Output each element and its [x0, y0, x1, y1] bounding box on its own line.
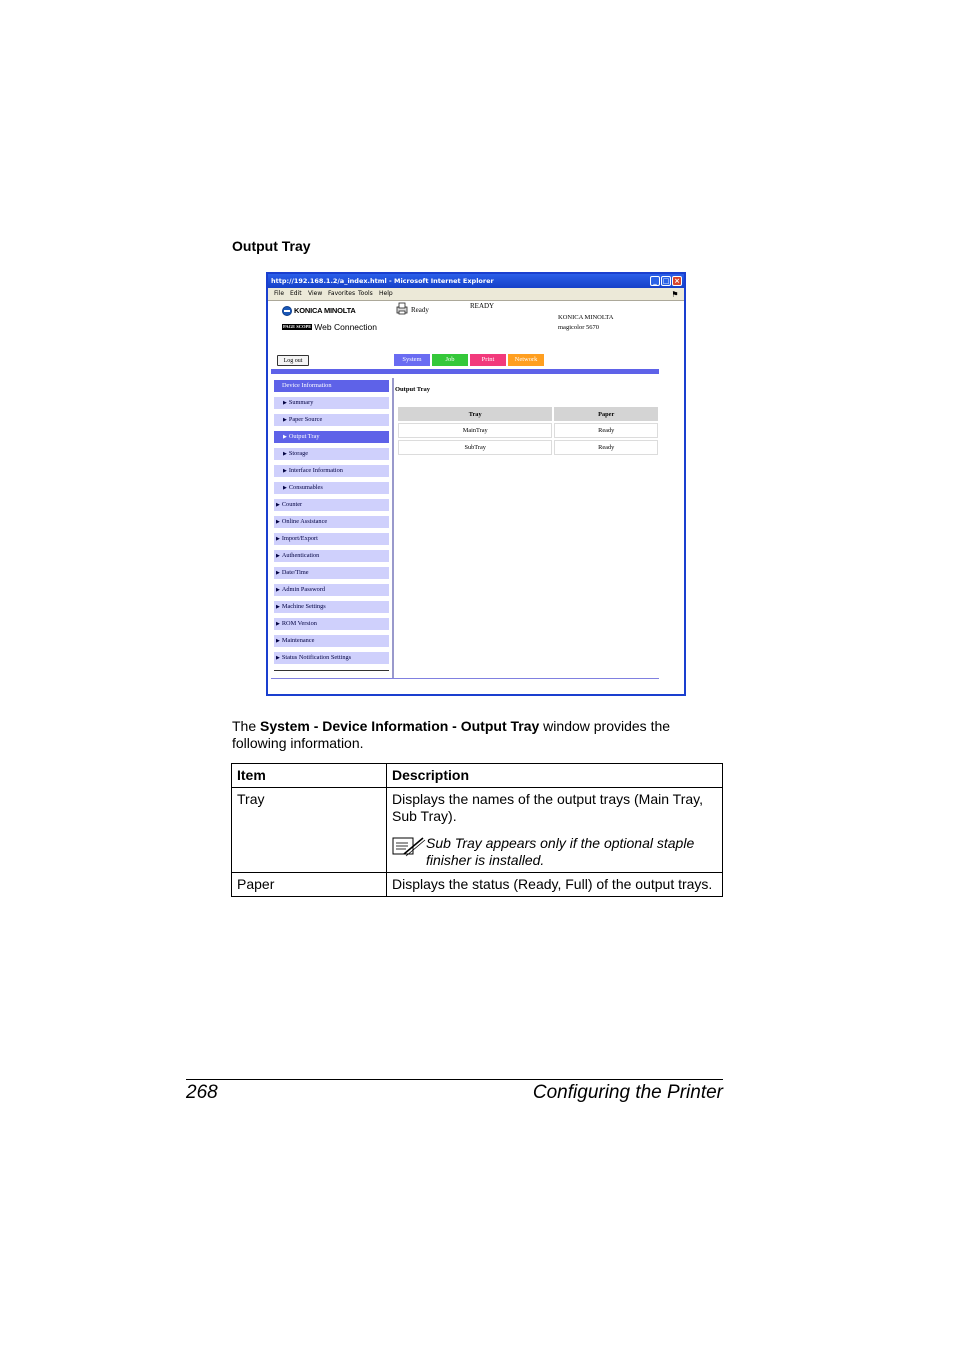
sidebar-item-consumables[interactable] — [274, 482, 389, 494]
window-titlebar — [268, 274, 684, 288]
table-row — [232, 873, 723, 897]
sidebar-item-label: Date/Time — [281, 569, 309, 576]
section-heading: Output Tray — [232, 238, 311, 254]
konica-minolta-logo — [282, 305, 356, 316]
sidebar-item-paper-source[interactable] — [274, 414, 389, 426]
table-header-row — [232, 764, 723, 788]
triangle-right-icon: ▶ — [276, 520, 280, 525]
description-text: Displays the names of the output trays (Main Tray, Sub Tray). — [392, 791, 703, 824]
status-ready: Ready — [411, 306, 429, 314]
tray-cell: MainTray — [398, 423, 552, 438]
sidebar-item-label: Counter — [281, 501, 303, 508]
sidebar-item-admin-password[interactable] — [274, 584, 389, 596]
triangle-right-icon: ▶ — [276, 571, 280, 576]
paper-cell: Ready — [554, 423, 658, 438]
printer-icon — [396, 302, 408, 315]
browser-screenshot — [266, 272, 686, 696]
sidebar-item-device-information[interactable] — [274, 380, 389, 392]
triangle-right-icon: ▶ — [276, 605, 280, 610]
sidebar-item-label: Online Assistance — [281, 518, 328, 525]
triangle-right-icon: ▶ — [283, 418, 287, 423]
pagescope-logo — [282, 322, 377, 332]
product-logo-text: Web Connection — [314, 322, 377, 332]
tray-cell: SubTray — [398, 440, 552, 455]
sidebar-item-maintenance[interactable] — [274, 635, 389, 647]
sidebar-bottom-divider — [274, 670, 389, 671]
logout-button[interactable]: Log out — [277, 355, 309, 366]
sidebar-item-output-tray[interactable] — [274, 431, 389, 443]
menu-bar — [268, 288, 684, 301]
tab-network[interactable]: Network — [508, 354, 544, 366]
table-row — [232, 788, 723, 873]
nav-band — [271, 369, 659, 374]
sidebar-item-label: Status Notification Settings — [281, 654, 352, 661]
sidebar-item-label: Interface Information — [288, 467, 343, 474]
close-button[interactable]: × — [672, 276, 682, 286]
sidebar-item-label: Device Information — [282, 382, 332, 389]
sidebar-item-label: Authentication — [281, 552, 320, 559]
triangle-right-icon: ▶ — [276, 588, 280, 593]
content-title: Output Tray — [395, 386, 430, 393]
menu-view[interactable]: View — [308, 290, 323, 297]
sidebar-item-summary[interactable] — [274, 397, 389, 409]
sidebar-item-label: Admin Password — [281, 586, 326, 593]
menu-help[interactable]: Help — [379, 290, 393, 297]
output-tray-table — [396, 405, 660, 457]
triangle-right-icon: ▶ — [276, 622, 280, 627]
intro-paragraph — [232, 718, 722, 752]
chapter-title: Configuring the Printer — [532, 1082, 723, 1103]
sidebar-item-status-notification-settings[interactable] — [274, 652, 389, 664]
column-header-paper: Paper — [554, 407, 658, 421]
column-header-item: Item — [232, 764, 387, 788]
brand-logo-text: KONICA MINOLTA — [294, 306, 356, 315]
sidebar-item-label: Storage — [288, 450, 309, 457]
tab-print[interactable]: Print — [470, 354, 506, 366]
model-brand: KONICA MINOLTA — [558, 314, 614, 321]
triangle-right-icon: ▶ — [283, 486, 287, 491]
menu-edit[interactable]: Edit — [290, 290, 302, 297]
sidebar-item-machine-settings[interactable] — [274, 601, 389, 613]
sidebar-item-label: Output Tray — [288, 433, 320, 440]
note-text: Sub Tray appears only if the optional staple finisher is installed. — [426, 835, 695, 868]
footer-rule — [186, 1079, 723, 1080]
sidebar-item-counter[interactable] — [274, 499, 389, 511]
table-row — [398, 423, 658, 438]
sidebar-item-rom-version[interactable] — [274, 618, 389, 630]
intro-text-bold: System - Device Information - Output Tray — [260, 718, 540, 734]
triangle-right-icon: ▶ — [276, 537, 280, 542]
minimize-button[interactable]: _ — [650, 276, 660, 286]
pagescope-tag: PAGE SCOPE — [283, 323, 312, 329]
table-row — [398, 440, 658, 455]
page-number: 268 — [186, 1082, 218, 1103]
triangle-right-icon: ▶ — [276, 639, 280, 644]
sidebar-item-label: Machine Settings — [281, 603, 326, 610]
triangle-right-icon: ▶ — [283, 401, 287, 406]
note-pencil-icon — [392, 835, 426, 859]
description-table — [231, 763, 723, 897]
description-cell — [387, 788, 723, 873]
menu-favorites[interactable]: Favorites — [328, 290, 356, 297]
triangle-right-icon: ▶ — [283, 435, 287, 440]
sidebar-item-interface-information[interactable] — [274, 465, 389, 477]
sidebar-item-label: Paper Source — [288, 416, 323, 423]
globe-logo-icon — [282, 306, 292, 316]
menu-file[interactable]: File — [274, 290, 285, 297]
sidebar-item-date-time[interactable] — [274, 567, 389, 579]
triangle-right-icon: ▶ — [283, 452, 287, 457]
column-header-description: Description — [387, 764, 723, 788]
sidebar-item-import-export[interactable] — [274, 533, 389, 545]
sidebar-item-authentication[interactable] — [274, 550, 389, 562]
paper-cell: Ready — [554, 440, 658, 455]
description-cell: Displays the status (Ready, Full) of the output trays. — [387, 873, 723, 897]
tab-job[interactable]: Job — [432, 354, 468, 366]
sidebar-item-storage[interactable] — [274, 448, 389, 460]
window-title: http://192.168.1.2/a_index.html - Microsoft Internet Explorer — [271, 277, 494, 285]
item-cell: Paper — [232, 873, 387, 897]
sidebar-item-label: Maintenance — [281, 637, 315, 644]
menu-tools[interactable]: Tools — [358, 290, 373, 297]
sidebar-item-label: Import/Export — [281, 535, 318, 542]
table-header-row — [398, 407, 658, 421]
sidebar-divider — [392, 378, 394, 678]
triangle-right-icon: ▶ — [283, 469, 287, 474]
tab-system[interactable]: System — [394, 354, 430, 366]
windows-flag-icon: ⚑ — [671, 290, 679, 299]
item-cell: Tray — [232, 788, 387, 873]
column-header-tray: Tray — [398, 407, 552, 421]
content-footer-line — [271, 678, 659, 679]
status-banner: READY — [470, 302, 495, 310]
maximize-button[interactable]: □ — [662, 276, 670, 285]
sidebar-item-label: Consumables — [288, 484, 323, 491]
triangle-right-icon: ▶ — [276, 656, 280, 661]
sidebar-item-label: ROM Version — [281, 620, 317, 627]
triangle-right-icon: ▶ — [276, 503, 280, 508]
triangle-right-icon: ▶ — [276, 554, 280, 559]
note — [392, 835, 717, 869]
sidebar-item-online-assistance[interactable] — [274, 516, 389, 528]
intro-text-post: window provides the following information. — [232, 718, 671, 751]
model-name: magicolor 5670 — [558, 324, 599, 331]
intro-text-pre: The — [232, 718, 261, 734]
sidebar-item-label: Summary — [288, 399, 314, 406]
